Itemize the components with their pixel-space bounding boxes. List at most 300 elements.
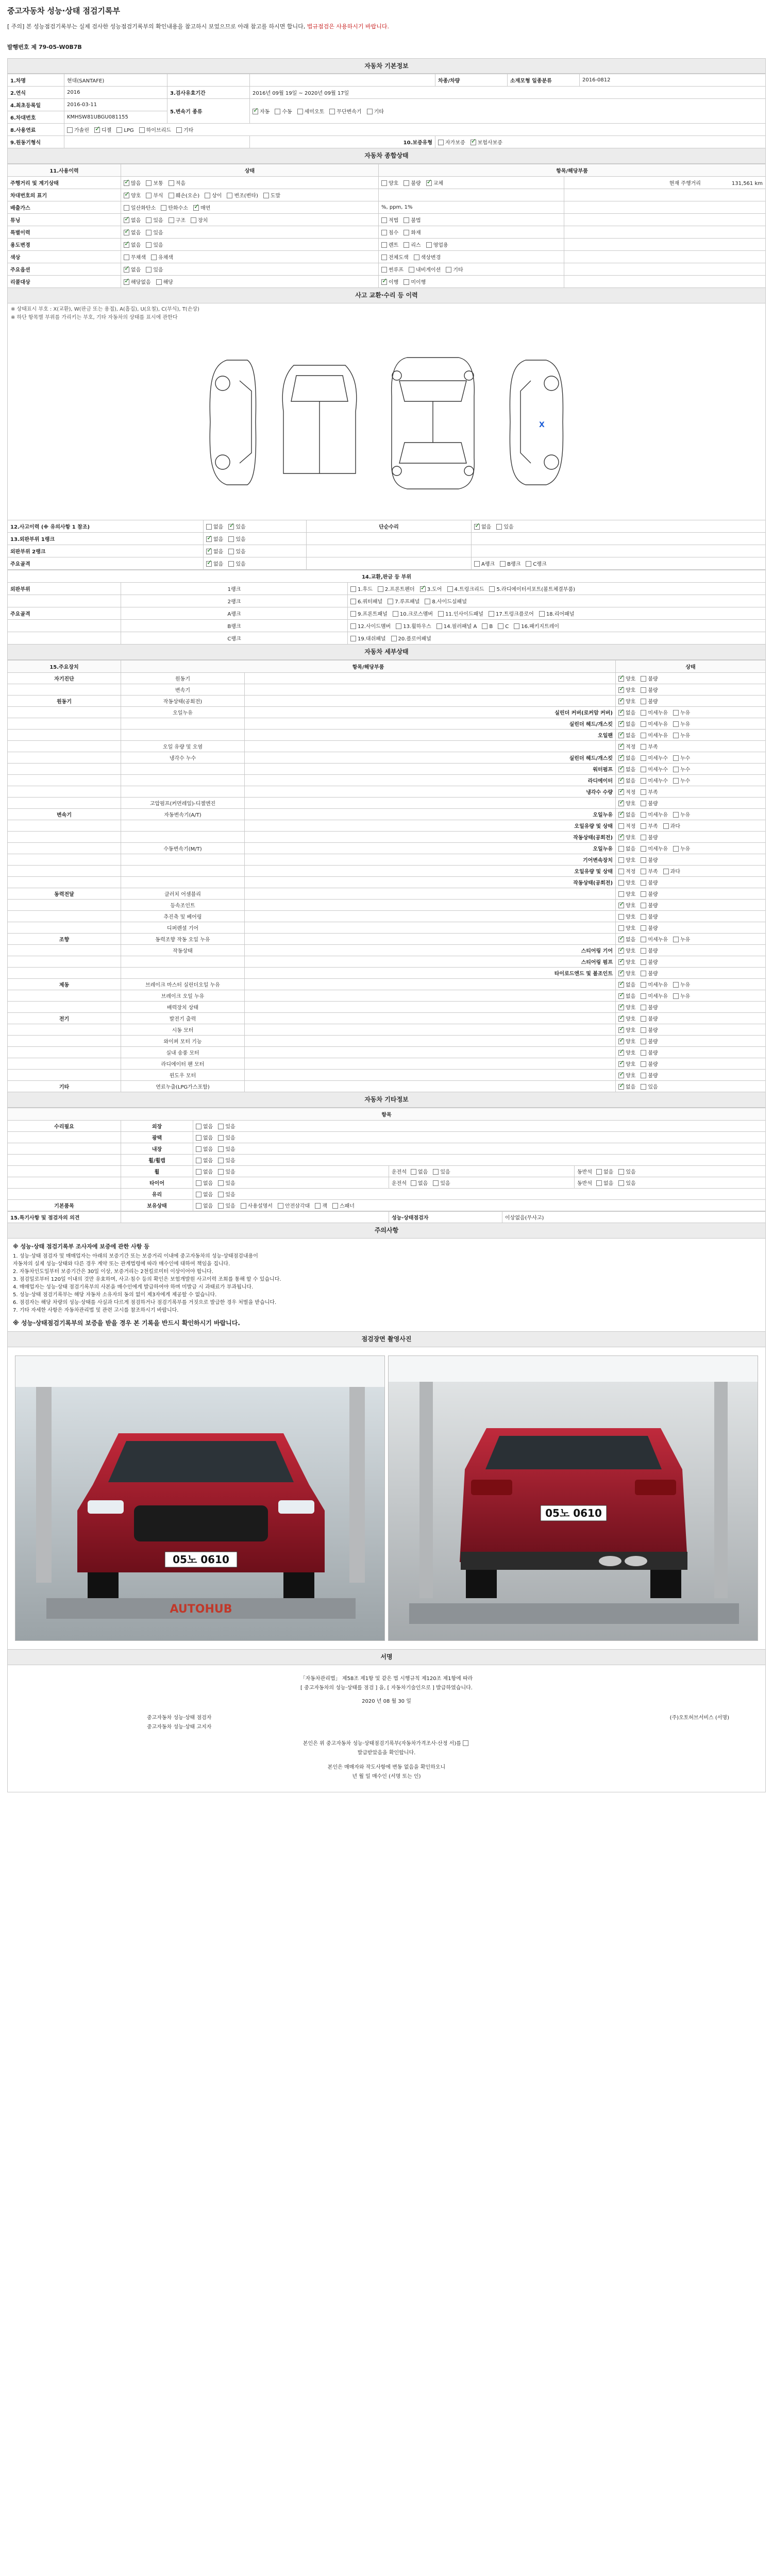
checkbox-option[interactable] xyxy=(218,1156,235,1164)
checkbox-icon[interactable] xyxy=(673,767,679,772)
confirm-checkbox[interactable] xyxy=(463,1740,468,1746)
checkbox-icon[interactable] xyxy=(641,869,646,874)
checkbox-icon[interactable] xyxy=(641,1084,646,1090)
checkbox-option[interactable] xyxy=(124,278,151,285)
checkbox-icon[interactable] xyxy=(438,611,444,617)
checkbox-icon[interactable] xyxy=(350,599,356,604)
checkbox-icon[interactable] xyxy=(151,255,157,260)
checkbox-icon[interactable] xyxy=(641,1061,646,1067)
checkbox-option[interactable] xyxy=(196,1190,213,1198)
checkbox-icon[interactable] xyxy=(196,1192,201,1197)
checkbox-option[interactable] xyxy=(196,1167,213,1175)
checkbox-option[interactable] xyxy=(673,776,690,784)
checkbox-icon[interactable] xyxy=(447,586,453,592)
checkbox-option[interactable] xyxy=(350,634,386,642)
checkbox-option[interactable] xyxy=(641,720,668,727)
checkbox-option[interactable] xyxy=(263,191,280,199)
checkbox-option[interactable] xyxy=(539,609,575,617)
checkbox-option[interactable] xyxy=(381,228,398,236)
checkbox-icon[interactable] xyxy=(329,109,335,114)
checkbox-icon[interactable] xyxy=(206,561,212,567)
checkbox-icon[interactable] xyxy=(176,127,182,133)
checkbox-option[interactable] xyxy=(218,1133,235,1141)
checkbox-icon[interactable] xyxy=(618,801,624,806)
checkbox-icon[interactable] xyxy=(275,109,280,114)
checkbox-icon[interactable] xyxy=(496,524,502,530)
checkbox-icon[interactable] xyxy=(206,524,212,530)
checkbox-option[interactable] xyxy=(641,856,658,863)
checkbox-icon[interactable] xyxy=(124,205,129,211)
checkbox-option[interactable] xyxy=(206,535,223,543)
checkbox-option[interactable] xyxy=(253,107,270,115)
checkbox-option[interactable] xyxy=(673,980,690,988)
checkbox-icon[interactable] xyxy=(206,549,212,554)
checkbox-option[interactable] xyxy=(470,138,502,146)
checkbox-icon[interactable] xyxy=(618,789,624,795)
checkbox-option[interactable] xyxy=(489,585,575,592)
checkbox-icon[interactable] xyxy=(420,586,426,592)
checkbox-option[interactable] xyxy=(618,1003,635,1011)
checkbox-icon[interactable] xyxy=(618,823,624,829)
checkbox-option[interactable] xyxy=(433,1179,450,1187)
checkbox-option[interactable] xyxy=(391,634,431,642)
checkbox-icon[interactable] xyxy=(641,767,646,772)
checkbox-icon[interactable] xyxy=(67,127,73,133)
checkbox-option[interactable] xyxy=(124,204,156,211)
checkbox-icon[interactable] xyxy=(489,586,495,592)
checkbox-option[interactable] xyxy=(228,522,245,530)
checkbox-icon[interactable] xyxy=(218,1158,224,1163)
checkbox-option[interactable] xyxy=(663,867,680,875)
checkbox-icon[interactable] xyxy=(367,109,373,114)
checkbox-icon[interactable] xyxy=(641,687,646,693)
checkbox-icon[interactable] xyxy=(396,623,401,629)
checkbox-icon[interactable] xyxy=(641,959,646,965)
checkbox-icon[interactable] xyxy=(425,599,430,604)
checkbox-option[interactable] xyxy=(641,810,668,818)
checkbox-option[interactable] xyxy=(146,265,163,273)
checkbox-icon[interactable] xyxy=(641,733,646,738)
checkbox-icon[interactable] xyxy=(618,914,624,920)
checkbox-option[interactable] xyxy=(146,191,163,199)
checkbox-option[interactable] xyxy=(474,560,495,567)
checkbox-option[interactable] xyxy=(618,776,635,784)
checkbox-icon[interactable] xyxy=(618,1050,624,1056)
checkbox-option[interactable] xyxy=(426,241,448,248)
checkbox-icon[interactable] xyxy=(618,1039,624,1044)
checkbox-option[interactable] xyxy=(618,765,635,773)
checkbox-icon[interactable] xyxy=(618,1005,624,1010)
checkbox-icon[interactable] xyxy=(146,267,152,273)
checkbox-icon[interactable] xyxy=(411,1180,416,1186)
checkbox-option[interactable] xyxy=(67,126,89,133)
checkbox-icon[interactable] xyxy=(514,623,519,629)
checkbox-icon[interactable] xyxy=(436,623,442,629)
checkbox-option[interactable] xyxy=(218,1179,235,1187)
checkbox-icon[interactable] xyxy=(641,1016,646,1022)
checkbox-icon[interactable] xyxy=(618,778,624,784)
checkbox-icon[interactable] xyxy=(218,1146,224,1152)
checkbox-option[interactable] xyxy=(146,228,163,236)
checkbox-icon[interactable] xyxy=(641,993,646,999)
checkbox-option[interactable] xyxy=(641,742,658,750)
checkbox-option[interactable] xyxy=(176,126,193,133)
checkbox-icon[interactable] xyxy=(641,1039,646,1044)
checkbox-option[interactable] xyxy=(618,1071,635,1079)
checkbox-option[interactable] xyxy=(641,980,668,988)
checkbox-icon[interactable] xyxy=(146,230,152,235)
checkbox-option[interactable] xyxy=(641,935,668,943)
checkbox-option[interactable] xyxy=(673,731,690,739)
checkbox-icon[interactable] xyxy=(146,217,152,223)
checkbox-icon[interactable] xyxy=(474,561,480,567)
checkbox-icon[interactable] xyxy=(426,180,432,186)
checkbox-option[interactable] xyxy=(641,1003,658,1011)
checkbox-option[interactable] xyxy=(618,856,635,863)
checkbox-option[interactable] xyxy=(618,1179,635,1187)
checkbox-option[interactable] xyxy=(641,1048,658,1056)
checkbox-option[interactable] xyxy=(228,547,245,555)
checkbox-option[interactable] xyxy=(641,890,658,897)
checkbox-icon[interactable] xyxy=(124,242,129,248)
checkbox-icon[interactable] xyxy=(641,1073,646,1078)
checkbox-option[interactable] xyxy=(124,216,141,224)
checkbox-option[interactable] xyxy=(641,1060,658,1067)
checkbox-icon[interactable] xyxy=(411,1169,416,1175)
checkbox-option[interactable] xyxy=(641,765,668,773)
checkbox-option[interactable] xyxy=(275,107,292,115)
checkbox-option[interactable] xyxy=(425,597,467,605)
checkbox-option[interactable] xyxy=(420,585,442,592)
checkbox-icon[interactable] xyxy=(169,193,174,198)
checkbox-icon[interactable] xyxy=(641,880,646,886)
checkbox-option[interactable] xyxy=(124,241,141,248)
checkbox-icon[interactable] xyxy=(438,140,444,145)
checkbox-option[interactable] xyxy=(618,674,635,682)
checkbox-option[interactable] xyxy=(618,788,635,795)
checkbox-option[interactable] xyxy=(641,1037,658,1045)
checkbox-icon[interactable] xyxy=(618,937,624,942)
checkbox-option[interactable] xyxy=(618,992,635,999)
checkbox-icon[interactable] xyxy=(673,937,679,942)
checkbox-option[interactable] xyxy=(426,179,443,187)
checkbox-icon[interactable] xyxy=(673,755,679,761)
checkbox-icon[interactable] xyxy=(641,1027,646,1033)
checkbox-option[interactable] xyxy=(218,1145,235,1153)
checkbox-option[interactable] xyxy=(673,708,690,716)
checkbox-option[interactable] xyxy=(404,241,421,248)
checkbox-icon[interactable] xyxy=(196,1124,201,1129)
checkbox-option[interactable] xyxy=(618,708,635,716)
checkbox-icon[interactable] xyxy=(618,1016,624,1022)
checkbox-option[interactable] xyxy=(618,980,635,988)
checkbox-icon[interactable] xyxy=(618,733,624,738)
checkbox-icon[interactable] xyxy=(315,1203,321,1209)
checkbox-option[interactable] xyxy=(381,265,404,273)
checkbox-icon[interactable] xyxy=(393,611,398,617)
checkbox-icon[interactable] xyxy=(673,993,679,999)
checkbox-icon[interactable] xyxy=(641,823,646,829)
checkbox-option[interactable] xyxy=(618,810,635,818)
checkbox-option[interactable] xyxy=(618,686,635,693)
checkbox-option[interactable] xyxy=(191,216,208,224)
checkbox-icon[interactable] xyxy=(218,1192,224,1197)
checkbox-icon[interactable] xyxy=(253,109,258,114)
checkbox-icon[interactable] xyxy=(641,925,646,931)
checkbox-option[interactable] xyxy=(218,1167,235,1175)
checkbox-option[interactable] xyxy=(641,1082,658,1090)
checkbox-option[interactable] xyxy=(618,754,635,761)
checkbox-option[interactable] xyxy=(618,1014,635,1022)
checkbox-icon[interactable] xyxy=(278,1203,283,1209)
checkbox-icon[interactable] xyxy=(350,611,356,617)
checkbox-icon[interactable] xyxy=(228,536,234,542)
checkbox-icon[interactable] xyxy=(146,180,152,186)
checkbox-icon[interactable] xyxy=(388,599,393,604)
checkbox-icon[interactable] xyxy=(641,835,646,840)
checkbox-icon[interactable] xyxy=(146,242,152,248)
checkbox-icon[interactable] xyxy=(596,1169,602,1175)
checkbox-option[interactable] xyxy=(196,1122,213,1130)
checkbox-option[interactable] xyxy=(433,1167,450,1175)
checkbox-icon[interactable] xyxy=(618,676,624,682)
checkbox-icon[interactable] xyxy=(641,778,646,784)
checkbox-option[interactable] xyxy=(618,822,635,829)
checkbox-icon[interactable] xyxy=(124,279,129,285)
checkbox-icon[interactable] xyxy=(618,857,624,863)
checkbox-option[interactable] xyxy=(94,126,111,133)
checkbox-icon[interactable] xyxy=(618,699,624,704)
checkbox-option[interactable] xyxy=(618,878,635,886)
checkbox-option[interactable] xyxy=(350,609,388,617)
checkbox-option[interactable] xyxy=(641,833,658,841)
checkbox-icon[interactable] xyxy=(673,982,679,988)
checkbox-option[interactable] xyxy=(438,138,465,146)
checkbox-icon[interactable] xyxy=(641,710,646,716)
checkbox-option[interactable] xyxy=(438,609,483,617)
checkbox-icon[interactable] xyxy=(673,846,679,852)
checkbox-icon[interactable] xyxy=(474,524,480,530)
checkbox-option[interactable] xyxy=(618,1082,635,1090)
checkbox-option[interactable] xyxy=(350,597,382,605)
checkbox-option[interactable] xyxy=(618,1048,635,1056)
checkbox-option[interactable] xyxy=(350,622,391,630)
checkbox-icon[interactable] xyxy=(241,1203,246,1209)
checkbox-option[interactable] xyxy=(514,622,559,630)
checkbox-option[interactable] xyxy=(618,697,635,705)
checkbox-option[interactable] xyxy=(641,969,658,977)
checkbox-icon[interactable] xyxy=(378,586,383,592)
checkbox-option[interactable] xyxy=(393,609,433,617)
checkbox-option[interactable] xyxy=(218,1201,235,1209)
checkbox-option[interactable] xyxy=(482,623,493,630)
checkbox-icon[interactable] xyxy=(206,536,212,542)
checkbox-option[interactable] xyxy=(596,1179,613,1187)
checkbox-icon[interactable] xyxy=(381,267,387,273)
checkbox-icon[interactable] xyxy=(641,891,646,897)
checkbox-option[interactable] xyxy=(447,585,484,592)
checkbox-option[interactable] xyxy=(404,278,426,285)
checkbox-option[interactable] xyxy=(381,241,398,248)
checkbox-icon[interactable] xyxy=(673,710,679,716)
checkbox-icon[interactable] xyxy=(641,676,646,682)
checkbox-option[interactable] xyxy=(618,799,635,807)
checkbox-option[interactable] xyxy=(618,912,635,920)
checkbox-icon[interactable] xyxy=(641,982,646,988)
checkbox-option[interactable] xyxy=(124,179,141,187)
checkbox-option[interactable] xyxy=(116,127,133,133)
checkbox-icon[interactable] xyxy=(641,948,646,954)
checkbox-option[interactable] xyxy=(641,901,658,909)
checkbox-option[interactable] xyxy=(618,742,635,750)
checkbox-icon[interactable] xyxy=(414,255,419,260)
checkbox-option[interactable] xyxy=(641,776,668,784)
checkbox-option[interactable] xyxy=(474,522,491,530)
checkbox-icon[interactable] xyxy=(218,1135,224,1141)
checkbox-icon[interactable] xyxy=(205,193,210,198)
checkbox-icon[interactable] xyxy=(196,1158,201,1163)
checkbox-icon[interactable] xyxy=(618,869,624,874)
checkbox-icon[interactable] xyxy=(381,230,387,235)
checkbox-icon[interactable] xyxy=(139,127,145,133)
checkbox-icon[interactable] xyxy=(641,1050,646,1056)
checkbox-option[interactable] xyxy=(618,844,635,852)
checkbox-option[interactable] xyxy=(618,935,635,943)
checkbox-icon[interactable] xyxy=(641,1005,646,1010)
checkbox-option[interactable] xyxy=(641,788,658,795)
checkbox-option[interactable] xyxy=(332,1201,355,1209)
checkbox-option[interactable] xyxy=(315,1201,327,1209)
checkbox-icon[interactable] xyxy=(433,1169,439,1175)
checkbox-icon[interactable] xyxy=(482,623,488,629)
checkbox-option[interactable] xyxy=(381,253,409,261)
checkbox-icon[interactable] xyxy=(641,846,646,852)
checkbox-icon[interactable] xyxy=(409,267,414,273)
checkbox-icon[interactable] xyxy=(526,561,531,567)
checkbox-option[interactable] xyxy=(673,992,690,999)
checkbox-option[interactable] xyxy=(618,890,635,897)
checkbox-icon[interactable] xyxy=(350,623,356,629)
checkbox-option[interactable] xyxy=(641,799,658,807)
checkbox-icon[interactable] xyxy=(218,1169,224,1175)
checkbox-option[interactable] xyxy=(151,253,173,261)
checkbox-option[interactable] xyxy=(641,1014,658,1022)
checkbox-icon[interactable] xyxy=(404,180,409,186)
checkbox-icon[interactable] xyxy=(404,242,409,248)
checkbox-icon[interactable] xyxy=(169,217,174,223)
checkbox-option[interactable] xyxy=(146,216,163,224)
checkbox-option[interactable] xyxy=(381,179,398,187)
checkbox-icon[interactable] xyxy=(124,193,129,198)
checkbox-icon[interactable] xyxy=(618,846,624,852)
checkbox-icon[interactable] xyxy=(470,140,476,145)
checkbox-option[interactable] xyxy=(641,1026,658,1033)
checkbox-icon[interactable] xyxy=(641,699,646,704)
checkbox-icon[interactable] xyxy=(196,1203,201,1209)
checkbox-option[interactable] xyxy=(618,946,635,954)
checkbox-icon[interactable] xyxy=(618,744,624,750)
checkbox-option[interactable] xyxy=(618,958,635,965)
checkbox-icon[interactable] xyxy=(94,127,100,133)
checkbox-option[interactable] xyxy=(673,720,690,727)
checkbox-option[interactable] xyxy=(169,216,186,224)
checkbox-option[interactable] xyxy=(411,1167,428,1175)
checkbox-option[interactable] xyxy=(663,822,680,829)
checkbox-icon[interactable] xyxy=(404,279,409,285)
checkbox-option[interactable] xyxy=(641,697,658,705)
checkbox-icon[interactable] xyxy=(618,1084,624,1090)
checkbox-icon[interactable] xyxy=(381,242,387,248)
checkbox-option[interactable] xyxy=(618,901,635,909)
checkbox-icon[interactable] xyxy=(673,778,679,784)
checkbox-icon[interactable] xyxy=(641,812,646,818)
checkbox-icon[interactable] xyxy=(433,1180,439,1186)
checkbox-option[interactable] xyxy=(641,912,658,920)
checkbox-icon[interactable] xyxy=(618,993,624,999)
checkbox-option[interactable] xyxy=(409,265,441,273)
checkbox-icon[interactable] xyxy=(228,549,234,554)
checkbox-option[interactable] xyxy=(206,547,223,555)
checkbox-icon[interactable] xyxy=(500,561,506,567)
checkbox-icon[interactable] xyxy=(618,687,624,693)
checkbox-option[interactable] xyxy=(500,560,520,567)
checkbox-icon[interactable] xyxy=(618,959,624,965)
checkbox-option[interactable] xyxy=(673,754,690,761)
checkbox-option[interactable] xyxy=(124,228,141,236)
checkbox-icon[interactable] xyxy=(350,636,356,641)
checkbox-option[interactable] xyxy=(196,1179,213,1187)
checkbox-icon[interactable] xyxy=(641,755,646,761)
checkbox-icon[interactable] xyxy=(426,242,432,248)
checkbox-option[interactable] xyxy=(641,1071,658,1079)
checkbox-option[interactable] xyxy=(381,216,398,224)
checkbox-option[interactable] xyxy=(404,179,421,187)
checkbox-option[interactable] xyxy=(241,1201,273,1209)
checkbox-option[interactable] xyxy=(297,107,325,115)
checkbox-icon[interactable] xyxy=(297,109,303,114)
checkbox-icon[interactable] xyxy=(263,193,269,198)
checkbox-option[interactable] xyxy=(388,597,419,605)
checkbox-option[interactable] xyxy=(641,674,658,682)
checkbox-icon[interactable] xyxy=(381,180,387,186)
checkbox-icon[interactable] xyxy=(124,255,129,260)
checkbox-icon[interactable] xyxy=(218,1203,224,1209)
checkbox-icon[interactable] xyxy=(641,721,646,727)
checkbox-option[interactable] xyxy=(228,535,245,543)
checkbox-icon[interactable] xyxy=(663,869,669,874)
checkbox-option[interactable] xyxy=(618,867,635,875)
checkbox-icon[interactable] xyxy=(124,267,129,273)
checkbox-option[interactable] xyxy=(378,585,415,592)
checkbox-icon[interactable] xyxy=(156,279,162,285)
checkbox-option[interactable] xyxy=(205,191,222,199)
checkbox-option[interactable] xyxy=(196,1145,213,1153)
checkbox-option[interactable] xyxy=(641,754,668,761)
checkbox-option[interactable] xyxy=(496,522,513,530)
checkbox-option[interactable] xyxy=(641,946,658,954)
checkbox-option[interactable] xyxy=(278,1201,310,1209)
checkbox-icon[interactable] xyxy=(641,857,646,863)
checkbox-option[interactable] xyxy=(618,1037,635,1045)
checkbox-icon[interactable] xyxy=(391,636,397,641)
checkbox-option[interactable] xyxy=(641,844,668,852)
checkbox-option[interactable] xyxy=(228,560,245,567)
checkbox-icon[interactable] xyxy=(618,835,624,840)
checkbox-option[interactable] xyxy=(673,935,690,943)
checkbox-icon[interactable] xyxy=(663,823,669,829)
checkbox-icon[interactable] xyxy=(146,193,152,198)
checkbox-icon[interactable] xyxy=(618,812,624,818)
